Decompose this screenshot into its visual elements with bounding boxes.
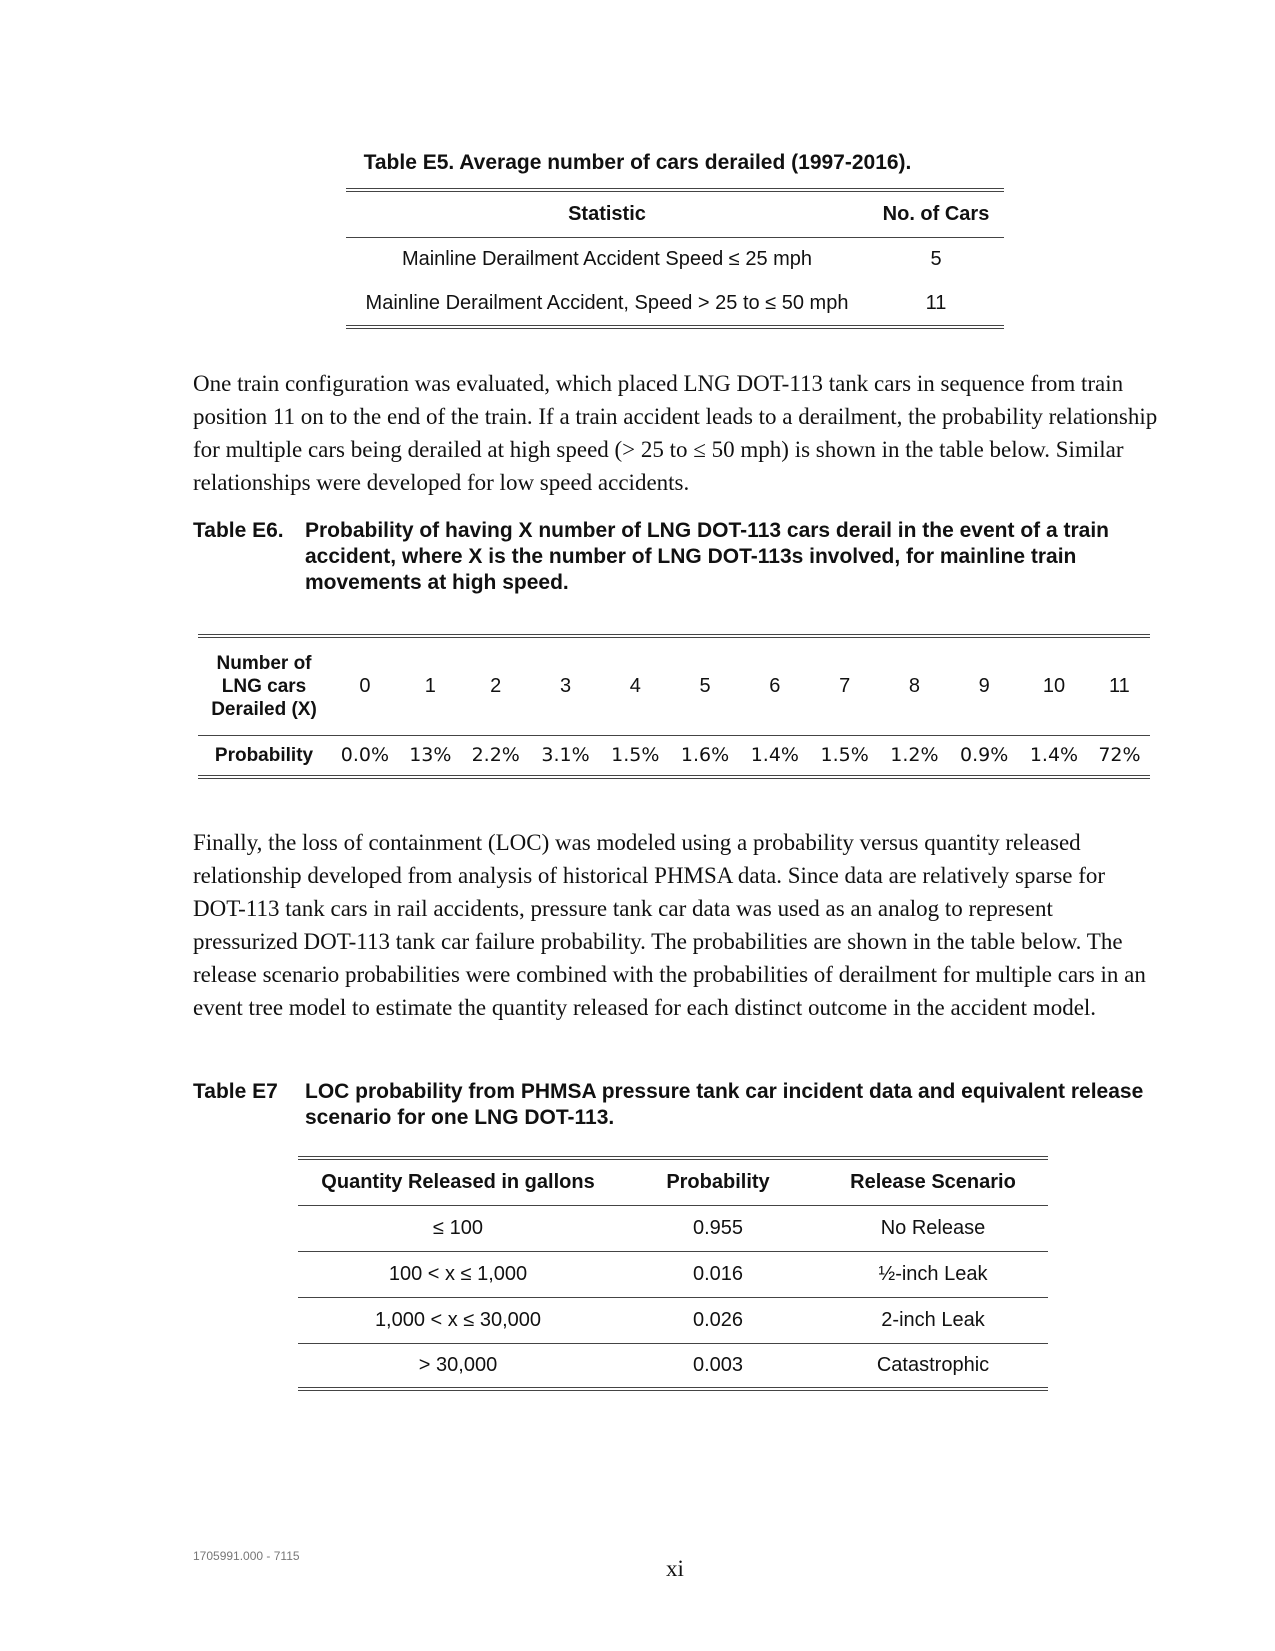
column-header: Probability <box>666 1170 770 1193</box>
table-e5 <box>346 188 1004 329</box>
table-cell: 1.5% <box>611 744 660 767</box>
row-header: Number of LNG cars Derailed (X) <box>211 652 317 720</box>
table-cell: 1.5% <box>820 744 869 767</box>
table-cell: 11 <box>1109 674 1130 697</box>
table-cell: 0.003 <box>692 1353 744 1376</box>
table-cell: 8 <box>908 674 920 697</box>
caption-number: Table E7 <box>193 1080 278 1103</box>
table-cell: 100 < x ≤ 1,000 <box>388 1262 528 1285</box>
table-row <box>298 1205 1048 1251</box>
column-header: Quantity Released in gallons <box>321 1170 595 1193</box>
table-cell: 1.6% <box>680 744 730 767</box>
table-cell: 7 <box>839 674 851 697</box>
table-e5-caption: Table E5. Average number of cars derailed (1997-2016). <box>363 151 912 174</box>
table-cell: ½-inch Leak <box>878 1262 988 1285</box>
table-row <box>346 237 1004 282</box>
table-row <box>298 1251 1048 1297</box>
table-e6-caption <box>193 518 1153 596</box>
table-row <box>198 735 1150 777</box>
table-cell: 5 <box>699 674 711 697</box>
column-header: Statistic <box>568 202 646 225</box>
table-row <box>298 1343 1048 1389</box>
table-cell: 72% <box>1098 744 1141 767</box>
table-cell: 0.016 <box>692 1262 744 1285</box>
table-cell: 2 <box>490 674 502 697</box>
table-cell: 0 <box>359 674 371 697</box>
caption-text: Probability of having X number of LNG DOT-113 cars derail in the event of a train accident, where X is the number of LNG DOT-113s involved, for mainline train movements at high speed. <box>305 519 1109 594</box>
table-row <box>198 636 1150 735</box>
table-cell: Mainline Derailment Accident, Speed > 25 to ≤ 50 mph <box>365 292 849 314</box>
table-cell: Mainline Derailment Accident Speed ≤ 25 mph <box>401 248 813 271</box>
table-row <box>346 282 1004 327</box>
table-cell: 3.1% <box>541 744 590 767</box>
table-header-row <box>298 1158 1048 1205</box>
document-id: 1705991.000 - 7115 <box>193 1549 300 1563</box>
table-cell: 0.026 <box>692 1308 744 1331</box>
table-cell: 2.2% <box>471 744 520 767</box>
table-cell: 3 <box>559 674 572 697</box>
table-cell: 5 <box>930 248 942 271</box>
table-cell: ≤ 100 <box>433 1216 483 1239</box>
table-cell: 1.4% <box>1029 744 1079 767</box>
caption-number: Table E6. <box>193 519 284 542</box>
table-cell: 2-inch Leak <box>881 1308 985 1331</box>
table-cell: 1.2% <box>890 744 939 767</box>
column-header: Release Scenario <box>850 1170 1016 1193</box>
table-cell: 6 <box>769 674 781 697</box>
table-cell: 10 <box>1042 674 1066 697</box>
table-cell: Catastrophic <box>876 1353 990 1376</box>
table-header-row <box>346 190 1004 237</box>
body-paragraph: Finally, the loss of containment (LOC) was modeled using a probability versus quantity released relationship developed from analysis of historical PHMSA data. Since data are relatively sparse for DOT-113 tank cars in rail accidents, pressure tank car data was used as an analog to represent pressurized DOT-113 tank car failure probability. The probabilities are shown in the table below. The release scenario probabilities were combined with the probabilities of derailment for multiple cars in an event tree model to estimate the quantity released for each distinct outcome in the accident model. <box>193 830 1146 1020</box>
table-cell: 13% <box>409 744 452 767</box>
table-cell: 0.955 <box>692 1216 744 1239</box>
table-e7 <box>298 1156 1048 1391</box>
table-row <box>298 1297 1048 1343</box>
page-number: xi <box>666 1556 684 1581</box>
table-cell: > 30,000 <box>418 1353 498 1376</box>
table-cell: 0.9% <box>960 744 1009 767</box>
table-cell: No Release <box>880 1216 986 1239</box>
table-cell: 11 <box>925 292 947 314</box>
table-cell: 1,000 < x ≤ 30,000 <box>374 1308 542 1331</box>
table-e6 <box>198 634 1150 779</box>
row-header: Probability <box>214 744 314 766</box>
table-cell: 9 <box>978 674 990 697</box>
column-header: No. of Cars <box>882 202 990 225</box>
table-cell: 1.4% <box>750 744 799 767</box>
body-paragraph: One train configuration was evaluated, which placed LNG DOT-113 tank cars in sequence from train position 11 on to the end of the train. If a train accident leads to a derailment, the probability relationship for multiple cars being derailed at high speed (> 25 to ≤ 50 mph) is shown in the table below. Similar relationships were developed for low speed accidents. <box>193 371 1158 495</box>
table-e7-caption <box>193 1079 1153 1131</box>
table-cell: 0.0% <box>340 744 390 767</box>
table-cell: 4 <box>629 674 641 697</box>
table-cell: 1 <box>424 674 436 697</box>
caption-text: LOC probability from PHMSA pressure tank car incident data and equivalent release scenario for one LNG DOT-113. <box>305 1080 1144 1129</box>
